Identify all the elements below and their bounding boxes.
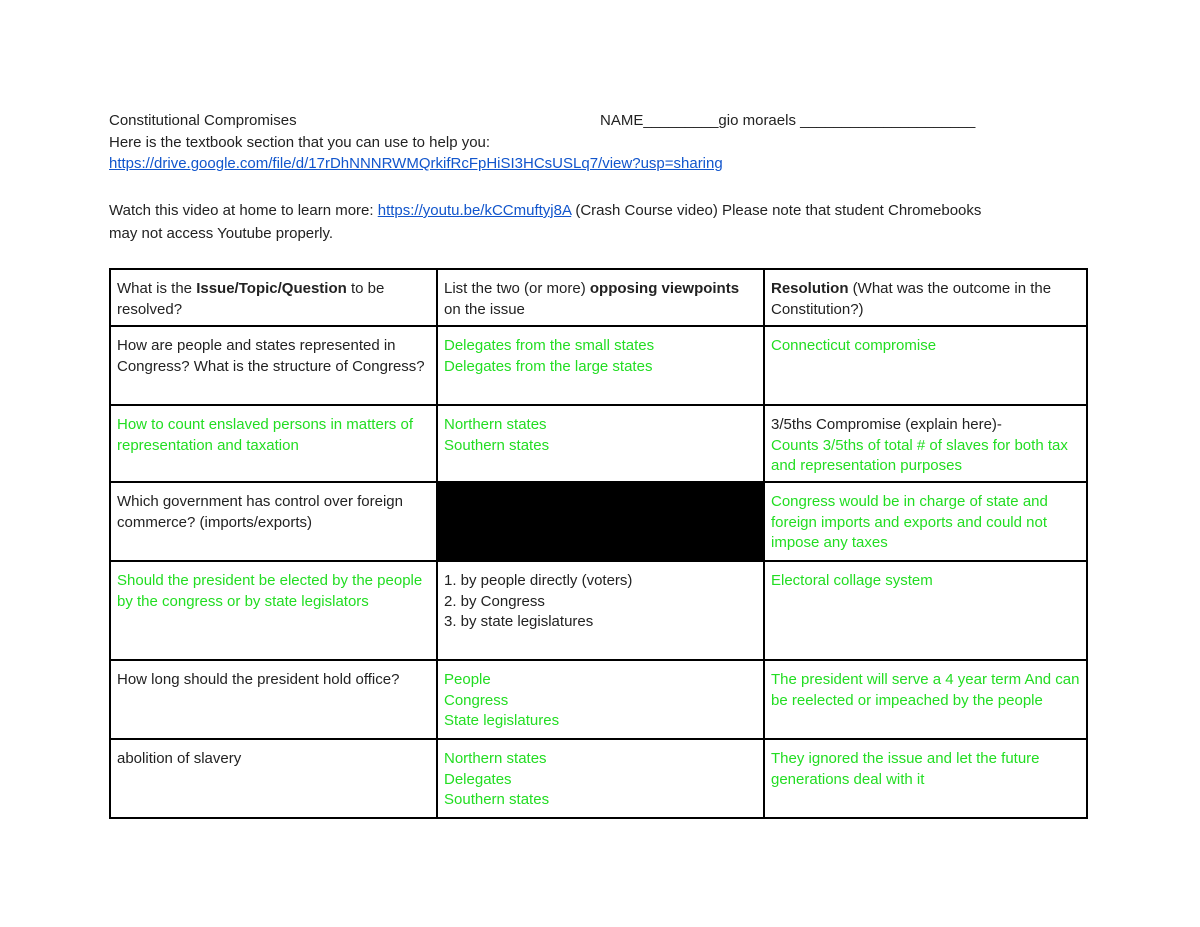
issue-cell: abolition of slavery [110,739,437,818]
issue-cell: How are people and states represented in Congress? What is the structure of Congress? [110,326,437,405]
issue-cell: How to count enslaved persons in matters of representation and taxation [110,405,437,482]
header-viewpoints: List the two (or more) opposing viewpoints on the issue [437,269,764,326]
issue-cell: How long should the president hold office? [110,660,437,739]
issue-cell: Which government has control over foreign commerce? (imports/exports) [110,482,437,561]
table-row [110,326,1087,405]
table-header-row [110,269,1087,326]
viewpoints-cell: 1. by people directly (voters) 2. by Congress 3. by state legislatures [437,561,764,660]
resolution-cell: Congress would be in charge of state and foreign imports and exports and could not impose any taxes [764,482,1087,561]
table-row [110,482,1087,561]
textbook-link-line [109,154,723,174]
redacted-cell [437,482,764,561]
video-note-line [109,201,981,221]
viewpoints-cell: People Congress State legislatures [437,660,764,739]
resolution-cell: Electoral collage system [764,561,1087,660]
video-note-prefix: Watch this video at home to learn more: [109,202,378,219]
issue-cell: Should the president be elected by the people by the congress or by state legislators [110,561,437,660]
resolution-cell: They ignored the issue and let the future generations deal with it [764,739,1087,818]
resolution-cell: Connecticut compromise [764,326,1087,405]
resolution-cell: 3/5ths Compromise (explain here)- Counts 3/5ths of total # of slaves for both tax and representation purposes [764,405,1087,482]
table-row [110,660,1087,739]
document-title: Constitutional Compromises [109,112,297,129]
student-name-line: NAME_________gio moraels _____________________ [600,112,976,129]
header-resolution: Resolution (What was the outcome in the Constitution?) [764,269,1087,326]
resolution-cell: The president will serve a 4 year term And can be reelected or impeached by the people [764,660,1087,739]
header-issue: What is the Issue/Topic/Question to be resolved? [110,269,437,326]
viewpoints-cell: Northern states Delegates Southern states [437,739,764,818]
table-row [110,739,1087,818]
viewpoints-cell: Delegates from the small states Delegates from the large states [437,326,764,405]
video-link[interactable]: https://youtu.be/kCCmuftyj8A [377,202,572,219]
viewpoints-cell: Northern states Southern states [437,405,764,482]
compromises-table [109,268,1088,819]
video-note-suffix: (Crash Course video) Please note that student Chromebooks [571,202,982,219]
table-row [110,405,1087,482]
video-note-line-2: may not access Youtube properly. [109,225,334,242]
table-row [110,561,1087,660]
textbook-help-text: Here is the textbook section that you can use to help you: [109,134,491,151]
textbook-link[interactable]: https://drive.google.com/file/d/17rDhNNNRWMQrkifRcFpHiSI3HCsUSLq7/view?usp=sharing [109,155,723,172]
